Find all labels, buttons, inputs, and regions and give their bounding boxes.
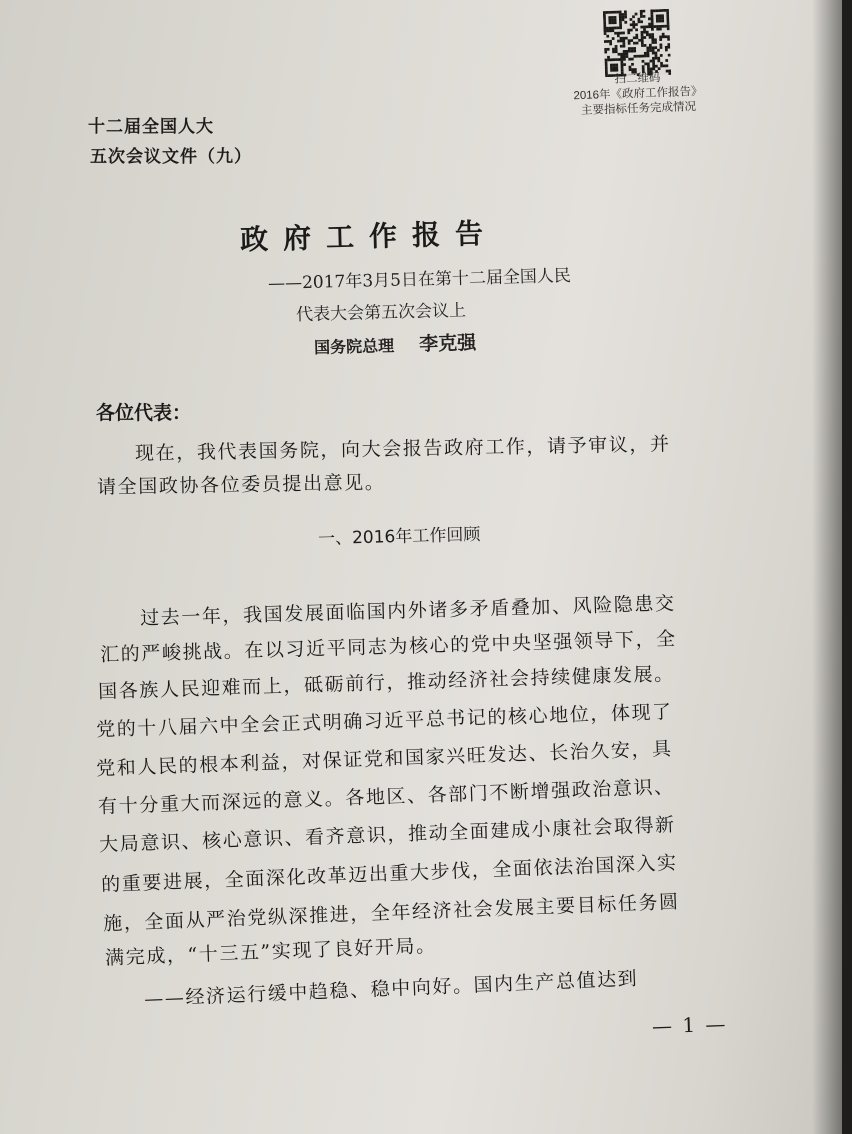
- body-line-3: 国各族人民迎难而上，砥砺前行，推动经济社会持续健康发展。: [97, 662, 676, 704]
- body-line-1: 过去一年，我国发展面临国内外诸多矛盾叠加、风险隐患交: [139, 592, 676, 630]
- body-line-2: 汇的严峻挑战。在以习近平同志为核心的党中央坚强领导下，全: [99, 627, 678, 667]
- body-line-10: 满完成，“十三五”实现了良好开局。: [104, 934, 437, 970]
- body-line-8: 的重要进展，全面深化改革迈出重大步伐，全面依法治国深入实: [100, 851, 679, 897]
- report-subtitle-line-2: 代表大会第五次会议上: [295, 300, 467, 326]
- body-line-5: 党和人民的根本利益，对保证党和国家兴旺发达、长治久安，具: [95, 737, 674, 781]
- body-line-6: 有十分重大而深远的意义。各地区、各部门不断增强政治意识、: [97, 775, 676, 819]
- qr-code-icon[interactable]: [603, 9, 671, 77]
- report-subtitle-line-1: ——2017年3月5日在第十二届全国人民: [267, 266, 572, 294]
- author-role: 国务院总理: [313, 336, 395, 358]
- session-label-line-2: 五次会议文件（九）: [90, 147, 252, 167]
- qr-caption-line-3: 主要指标任务完成情况: [580, 100, 697, 117]
- qr-caption-line-2: 2016年《政府工作报告》: [573, 85, 703, 103]
- book-spine: [842, 0, 852, 1134]
- body-line-11: ——经济运行缓中趋稳、稳中向好。国内生产总值达到: [143, 967, 639, 1011]
- author-name: 李克强: [418, 331, 477, 356]
- body-line-7: 大局意识、核心意识、看齐意识，推动全面建成小康社会取得新: [98, 813, 677, 857]
- qr-caption-line-1: 扫二维码: [614, 72, 661, 86]
- intro-line-2: 请全国政协各位委员提出意见。: [96, 471, 386, 499]
- body-line-9: 施，全面从严治党纵深推进，全年经济社会发展主要目标任务圆: [102, 890, 681, 936]
- qr-caption: [539, 69, 736, 121]
- report-author: [314, 328, 477, 359]
- intro-line-1: 现在，我代表国务院，向大会报告政府工作，请予审议，并: [134, 433, 671, 465]
- report-title: 政府工作报告: [239, 216, 499, 257]
- greeting: 各位代表：: [96, 402, 192, 424]
- page-number: — 1 —: [651, 1011, 728, 1039]
- section-heading: 一、2016年工作回顾: [317, 524, 481, 550]
- session-label-line-1: 十二届全国人大: [88, 117, 214, 137]
- body-line-4: 党的十八届六中全会正式明确习近平总书记的核心地位，体现了: [95, 700, 674, 742]
